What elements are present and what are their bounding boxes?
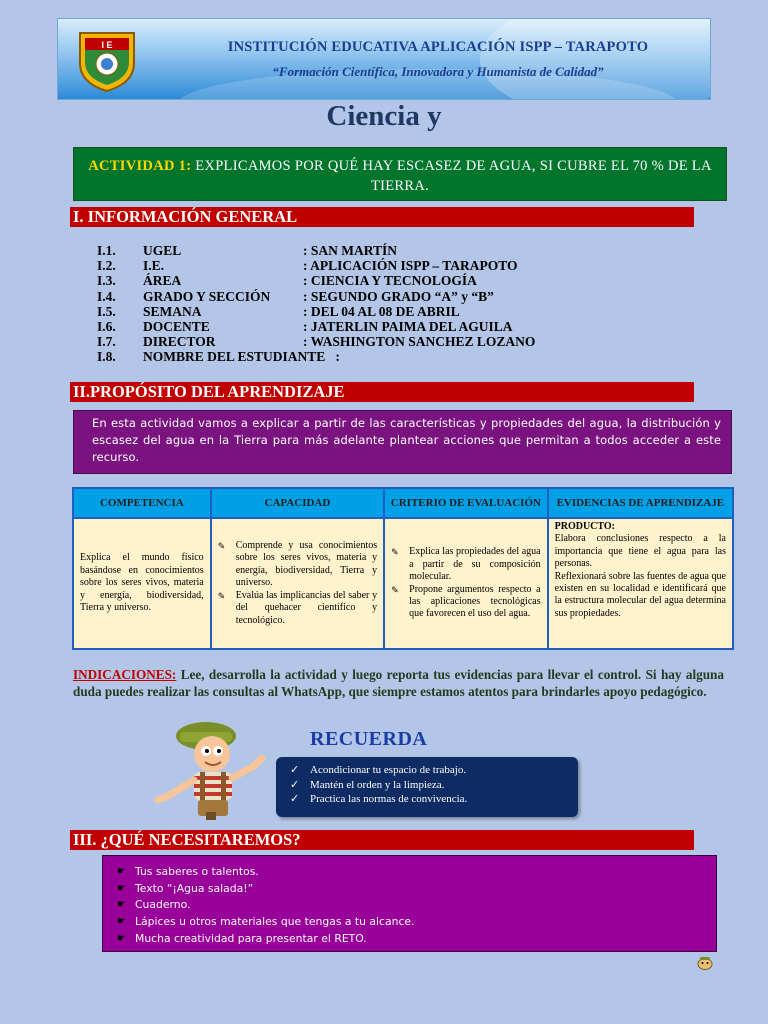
checkmark-icon: ✓ <box>290 793 300 806</box>
info-value: : JATERLIN PAIMA DEL AGUILA <box>303 318 513 334</box>
checkmark-icon: ✓ <box>290 764 300 776</box>
criterio-cell <box>384 518 547 649</box>
info-value: : DEL 04 AL 08 DE ABRIL <box>303 303 460 319</box>
pencil-bullet-icon: ✎ <box>391 547 399 558</box>
recuerda-box <box>276 757 578 817</box>
competencia-cell <box>73 518 211 649</box>
pointing-hand-icon: ☛ <box>117 866 126 877</box>
info-num: I.3. <box>97 273 116 289</box>
purpose-text: En esta actividad vamos a explicar a partir de las características y propiedades del agua, la distribución y escasez del agua en la Tierra para más adelante plantear acciones que permitan a todos acceder a este recurso. <box>73 410 732 474</box>
info-value: : WASHINGTON SANCHEZ LOZANO <box>303 334 536 350</box>
recuerda-text: Practica las normas de convivencia. <box>310 793 468 806</box>
pencil-bullet-icon: ✎ <box>217 541 226 552</box>
info-label: SEMANA <box>143 303 202 319</box>
list-item <box>117 864 716 881</box>
info-row <box>97 243 577 258</box>
list-item <box>290 778 570 793</box>
recuerda-title: RECUERDA <box>310 728 428 750</box>
info-row <box>97 304 577 319</box>
evidencias-title: PRODUCTO: <box>554 521 615 532</box>
info-num: I.5. <box>97 303 116 319</box>
info-num: I.2. <box>97 258 116 274</box>
info-row <box>97 258 577 273</box>
info-num: I.1. <box>97 243 116 258</box>
list-item <box>117 914 716 931</box>
section-title-general-info: I. INFORMACIÓN GENERAL <box>70 207 694 227</box>
info-row <box>97 349 577 364</box>
evidencias-cell <box>548 518 733 649</box>
info-row <box>97 319 577 334</box>
column-header: CRITERIO DE EVALUACIÓN <box>384 488 547 518</box>
info-num: I.6. <box>97 318 116 334</box>
pointing-hand-icon: ☛ <box>117 916 126 928</box>
indications-text: Lee, desarrolla la actividad y luego reporta tus evidencias para llevar el control. Si hay alguna duda puedes realizar las consultas al WhatsApp, que siempre estamos atentos para brindarles apoyo pedagógico. <box>73 667 724 699</box>
small-face-icon <box>697 956 713 970</box>
info-label: GRADO Y SECCIÓN <box>143 288 271 304</box>
info-value: : CIENCIA Y TECNOLOGÍA <box>303 273 477 289</box>
info-num: I.4. <box>97 288 116 304</box>
info-label: NOMBRE DEL ESTUDIANTE <box>143 349 326 365</box>
section-title-needs: III. ¿QUÉ NECESITAREMOS? <box>70 830 694 850</box>
info-value: : <box>325 349 340 365</box>
checkmark-icon: ✓ <box>290 778 300 791</box>
header-banner <box>57 18 711 100</box>
needs-text: Tus saberes o talentos. <box>135 865 259 878</box>
section-title-purpose: II.PROPÓSITO DEL APRENDIZAJE <box>70 382 694 402</box>
info-row <box>97 289 577 304</box>
info-value: : APLICACIÓN ISPP – TARAPOTO <box>303 258 518 274</box>
capacidad-text: Comprende y usa conocimientos sobre los seres vivos, materia y energía, biodiversidad, Tierra y universo. <box>235 540 378 589</box>
list-item <box>117 881 716 898</box>
column-header: EVIDENCIAS DE APRENDIZAJE <box>548 488 733 518</box>
activity-text: EXPLICAMOS POR QUÉ HAY ESCASEZ DE AGUA, SI CUBRE EL 70 % DE LA TIERRA. <box>191 158 712 194</box>
info-num: I.8. <box>97 349 116 365</box>
crest-text: I E <box>101 40 113 50</box>
recuerda-text: Mantén el orden y la limpieza. <box>310 778 445 791</box>
recuerda-text: Acondicionar tu espacio de trabajo. <box>310 764 467 776</box>
competency-table <box>72 487 734 650</box>
pointing-hand-icon: ☛ <box>117 899 126 911</box>
list-item <box>117 931 716 948</box>
institution-motto: “Formación Científica, Innovadora y Humanista de Calidad” <box>272 64 604 79</box>
info-value: : SAN MARTÍN <box>303 243 398 258</box>
info-row <box>97 273 577 288</box>
capacidad-text: Evalúa las implicancias del saber y del quehacer científico y tecnológico. <box>235 589 378 626</box>
needs-text: Mucha creatividad para presentar el RETO. <box>135 931 367 945</box>
capacidad-cell <box>211 518 384 649</box>
info-label: DIRECTOR <box>143 334 216 350</box>
list-item <box>290 763 570 778</box>
pencil-bullet-icon: ✎ <box>391 584 399 595</box>
pointing-hand-icon: ☛ <box>117 882 126 894</box>
institution-name: INSTITUCIÓN EDUCATIVA APLICACIÓN ISPP – TARAPOTO <box>227 39 649 55</box>
list-item <box>391 546 540 583</box>
info-num: I.7. <box>97 334 116 350</box>
info-label: I.E. <box>143 258 165 274</box>
info-row <box>97 334 577 349</box>
page-title: Ciencia y <box>326 100 442 132</box>
info-label: ÁREA <box>143 273 182 289</box>
info-label: DOCENTE <box>143 318 210 334</box>
info-value: : SEGUNDO GRADO “A” y “B” <box>303 288 494 304</box>
pencil-bullet-icon: ✎ <box>217 590 226 601</box>
needs-text: Lápices u otros materiales que tengas a tu alcance. <box>135 915 415 929</box>
chavo-character-illustration <box>150 716 280 820</box>
needs-text: Cuaderno. <box>135 898 191 912</box>
pointing-hand-icon: ☛ <box>117 932 126 944</box>
evidencias-text: Reflexionará sobre las fuentes de agua que existen en su localidad e identificará que la estructura molecular del agua determina sus propiedades. <box>554 570 726 619</box>
table-header-row <box>73 488 733 518</box>
school-crest-icon <box>72 27 142 93</box>
list-item <box>290 792 570 807</box>
column-header: CAPACIDAD <box>211 488 384 518</box>
column-header: COMPETENCIA <box>73 488 211 518</box>
needs-text: Texto “¡Agua salada!” <box>135 881 254 895</box>
criterio-text: Propone argumentos respecto a las aplicaciones tecnológicas que favorecen el uso del agua. <box>409 583 541 620</box>
criterio-text: Explica las propiedades del agua a partir de su composición molecular. <box>409 546 541 583</box>
competencia-text: Explica el mundo físico basándose en conocimientos sobre los seres vivos, materia y energía, biodiversidad, Tierra y universo. <box>80 552 204 614</box>
list-item <box>218 590 377 627</box>
needs-box <box>102 855 717 952</box>
evidencias-text: Elabora conclusiones respecto a la importancia que tiene el agua para las personas. <box>554 533 726 570</box>
list-item <box>218 540 377 590</box>
table-row <box>73 518 733 649</box>
activity-box <box>73 147 727 201</box>
list-item <box>391 584 540 621</box>
activity-lead: ACTIVIDAD 1: <box>88 158 192 174</box>
indications <box>73 666 724 700</box>
general-info-list <box>97 243 577 365</box>
indications-lead: INDICACIONES: <box>73 667 177 682</box>
info-label: UGEL <box>143 243 182 258</box>
list-item <box>117 897 716 914</box>
